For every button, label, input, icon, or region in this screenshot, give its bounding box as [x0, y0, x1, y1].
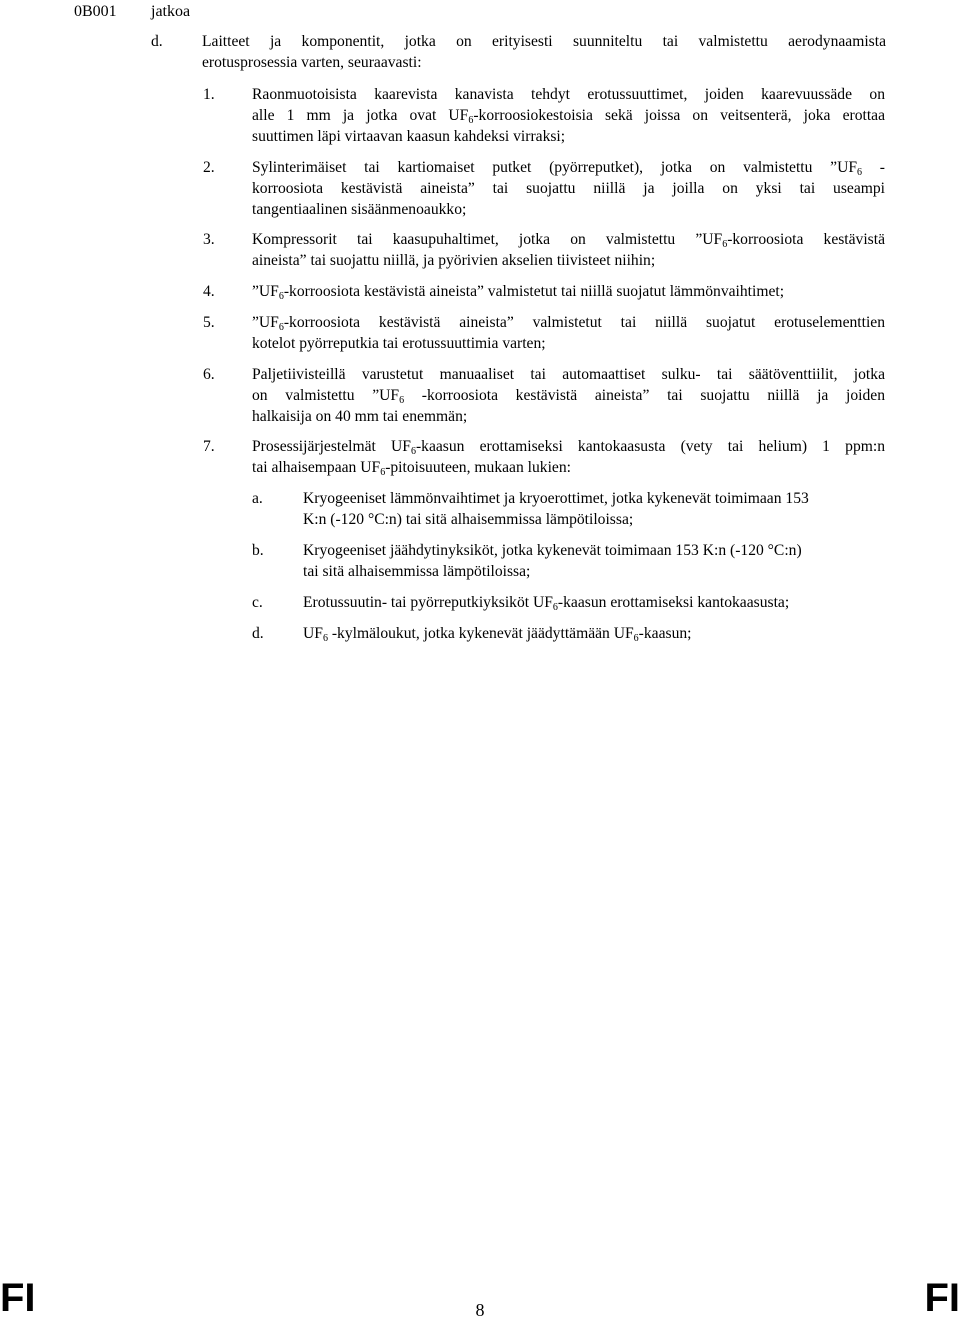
sub-item-line: $UF_6$ -kylmäloukut, jotka kykenevät jäädyttämään $UF_6$-kaasun; [303, 625, 692, 644]
sub-item-line: K:n (-120 °C:n) tai sitä alhaisemmissa lämpötiloissa; [303, 511, 634, 528]
list-item-line: Prosessijärjestelmät $UF_6$-kaasun erottamiseksi kantokaasusta (vety tai helium) 1 ppm:n [252, 438, 885, 457]
sub-item-marker: d. [252, 625, 264, 642]
list-item-marker: 2. [203, 159, 215, 176]
list-item-line: suuttimen läpi virtaavan kaasun kahdeksi virraksi; [252, 128, 566, 145]
list-item-line: on valmistettu $”UF_6$ -korroosiota kestävistä aineista” tai suojattu niillä ja joiden [252, 387, 886, 406]
sub-item-marker: c. [252, 594, 263, 611]
list-item-line: korroosiota kestävistä aineista” tai suojattu niillä ja joilla on yksi tai useampi [252, 180, 885, 197]
list-item-line: $”UF_6$-korroosiota kestävistä aineista” valmistetut tai niillä suojatut lämmönvaihtimet; [252, 283, 785, 302]
list-item-line: Sylinterimäiset tai kartiomaiset putket (pyörreputket), jotka on valmistettu $”UF_6$ - [252, 159, 885, 178]
sub-item-marker: b. [252, 542, 264, 559]
section-d-marker: d. [151, 33, 163, 50]
list-item-line: $”UF_6$-korroosiota kestävistä aineista” valmistetut tai niillä suojatut erotuselementtien [252, 314, 885, 333]
document-code: 0B001 [74, 3, 117, 20]
list-item-marker: 4. [203, 283, 215, 300]
list-item-line: tai alhaisempaan $UF_6$-pitoisuuteen, mukaan lukien: [252, 459, 571, 478]
section-d-line-1: Laitteet ja komponentit, jotka on erityisesti suunniteltu tai valmistettu aerodynaamista [202, 33, 886, 50]
sub-item-marker: a. [252, 490, 263, 507]
list-item-marker: 6. [203, 366, 215, 383]
footer-language-left: FI [0, 1276, 36, 1320]
list-item-marker: 7. [203, 438, 215, 455]
list-item-line: Raonmuotoisista kaarevista kanavista tehdyt erotussuuttimet, joiden kaarevuussäde on [252, 86, 885, 103]
list-item-marker: 3. [203, 231, 215, 248]
list-item-line: halkaisija on 40 mm tai enemmän; [252, 408, 468, 425]
list-item-line: Kompressorit tai kaasupuhaltimet, jotka on valmistettu $”UF_6$-korroosiota kestävistä [252, 231, 886, 250]
continuation-label: jatkoa [151, 3, 191, 20]
sub-item-line: Kryogeeniset jäähdytinyksiköt, jotka kykenevät toimimaan 153 K:n (-120 °C:n) [303, 542, 802, 559]
sub-item-line: tai sitä alhaisemmissa lämpötiloissa; [303, 563, 531, 580]
list-item-marker: 1. [203, 86, 215, 103]
list-item-line: tangentiaalinen sisäänmenoaukko; [252, 201, 467, 218]
list-item-line: kotelot pyörreputkia tai erotussuuttimia varten; [252, 335, 546, 352]
list-item-line: alle 1 mm ja jotka ovat $UF_6$-korroosiokestoisia sekä joissa on veitsenterä, joka erottaa [252, 107, 885, 126]
footer-language-right: FI [924, 1276, 960, 1320]
list-item-marker: 5. [203, 314, 215, 331]
list-item-line: Paljetiivisteillä varustetut manuaaliset tai automaattiset sulku- tai säätöventtiilit, jotka [252, 366, 885, 383]
page-number: 8 [475, 1300, 485, 1320]
section-d-line-2: erotusprosessia varten, seuraavasti: [202, 54, 422, 71]
list-item-line: aineista” tai suojattu niillä, ja pyörivien akselien tiivisteet niihin; [252, 252, 656, 269]
sub-item-line: Erotussuutin- tai pyörreputkiyksiköt $UF_6$-kaasun erottamiseksi kantokaasusta; [303, 594, 790, 613]
sub-item-line: Kryogeeniset lämmönvaihtimet ja kryoerottimet, jotka kykenevät toimimaan 153 [303, 490, 809, 507]
